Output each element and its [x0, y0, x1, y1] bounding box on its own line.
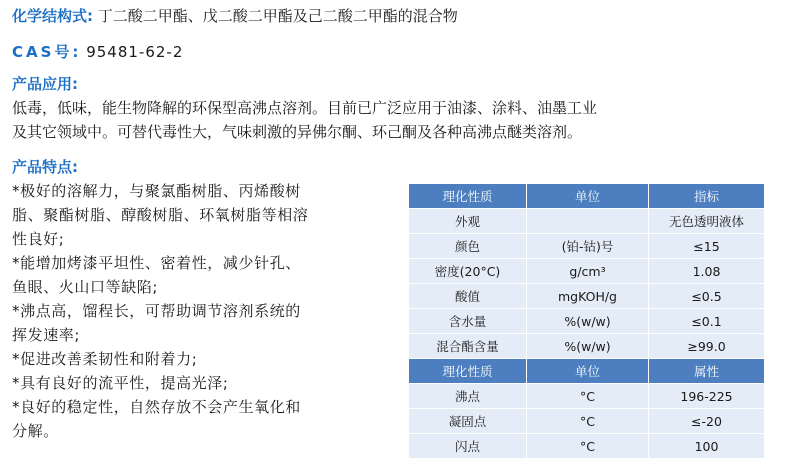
table-header-row: [409, 359, 765, 384]
table-cell: 196-225: [649, 384, 765, 409]
features-heading: 产品特点:: [12, 158, 78, 176]
table-cell: °C: [527, 434, 649, 459]
table-row: [409, 209, 765, 234]
table-cell: mgKOH/g: [527, 284, 649, 309]
feature-line: *具有良好的流平性，提高光泽;: [12, 374, 229, 392]
table-cell: ≤0.1: [649, 309, 765, 334]
table-cell: 混合酯含量: [409, 334, 527, 359]
table-cell: 沸点: [409, 384, 527, 409]
table-row: [409, 384, 765, 409]
table-cell: 单位: [527, 184, 649, 209]
table-cell: [527, 209, 649, 234]
table-cell: 无色透明液体: [649, 209, 765, 234]
table-cell: ≥99.0: [649, 334, 765, 359]
cas-value: 95481-62-2: [86, 43, 184, 61]
feature-line: 挥发速率;: [12, 326, 81, 344]
feature-line: *促进改善柔韧性和附着力;: [12, 350, 198, 368]
application-heading: 产品应用:: [12, 75, 78, 93]
table-cell: ≤15: [649, 234, 765, 259]
feature-line: 脂、聚酯树脂、醇酸树脂、环氧树脂等相溶: [12, 206, 309, 224]
table-cell: g/cm³: [527, 259, 649, 284]
feature-line: *极好的溶解力，与聚氯酯树脂、丙烯酸树: [12, 182, 301, 200]
table-row: [409, 409, 765, 434]
table-cell: %(w/w): [527, 334, 649, 359]
table-cell: 属性: [649, 359, 765, 384]
table-cell: 颜色: [409, 234, 527, 259]
cas-line: [12, 42, 183, 62]
table-row: [409, 334, 765, 359]
table-cell: 凝固点: [409, 409, 527, 434]
feature-line: *能增加烤漆平坦性、密着性，减少针孔、: [12, 254, 301, 272]
application-line-2: 及其它领域中。可替代毒性大，气味刺激的异佛尔酮、环己酮及各种高沸点醚类溶剂。: [12, 123, 583, 141]
table-row: [409, 284, 765, 309]
table-cell: 单位: [527, 359, 649, 384]
table-cell: 理化性质: [409, 184, 527, 209]
table-cell: 指标: [649, 184, 765, 209]
table-cell: 1.08: [649, 259, 765, 284]
table-cell: (铂-钴)号: [527, 234, 649, 259]
table-row: [409, 234, 765, 259]
feature-line: 鱼眼、火山口等缺陷;: [12, 278, 159, 296]
table-cell: 理化性质: [409, 359, 527, 384]
table-cell: ≤-20: [649, 409, 765, 434]
formula-label: 化学结构式:: [12, 7, 93, 25]
table-cell: 含水量: [409, 309, 527, 334]
table-row: [409, 309, 765, 334]
feature-line: *良好的稳定性，自然存放不会产生氧化和: [12, 398, 301, 416]
table-cell: °C: [527, 384, 649, 409]
table-header-row: [409, 184, 765, 209]
feature-line: 分解。: [12, 422, 59, 440]
table-cell: ≤0.5: [649, 284, 765, 309]
table-cell: 外观: [409, 209, 527, 234]
formula-value: 丁二酸二甲酯、戊二酸二甲酯及己二酸二甲酯的混合物: [97, 7, 458, 25]
table-cell: 酸值: [409, 284, 527, 309]
table-cell: 密度(20°C): [409, 259, 527, 284]
formula-line: [12, 6, 458, 26]
table-cell: °C: [527, 409, 649, 434]
feature-line: *沸点高，馏程长，可帮助调节溶剂系统的: [12, 302, 301, 320]
cas-label: CAS号:: [12, 43, 82, 61]
properties-table: [408, 183, 765, 459]
table-cell: %(w/w): [527, 309, 649, 334]
table-cell: 闪点: [409, 434, 527, 459]
feature-line: 性良好;: [12, 230, 65, 248]
application-line-1: 低毒，低味，能生物降解的环保型高沸点溶剂。目前已广泛应用于油漆、涂料、油墨工业: [12, 99, 598, 117]
table-cell: 100: [649, 434, 765, 459]
table-row: [409, 259, 765, 284]
